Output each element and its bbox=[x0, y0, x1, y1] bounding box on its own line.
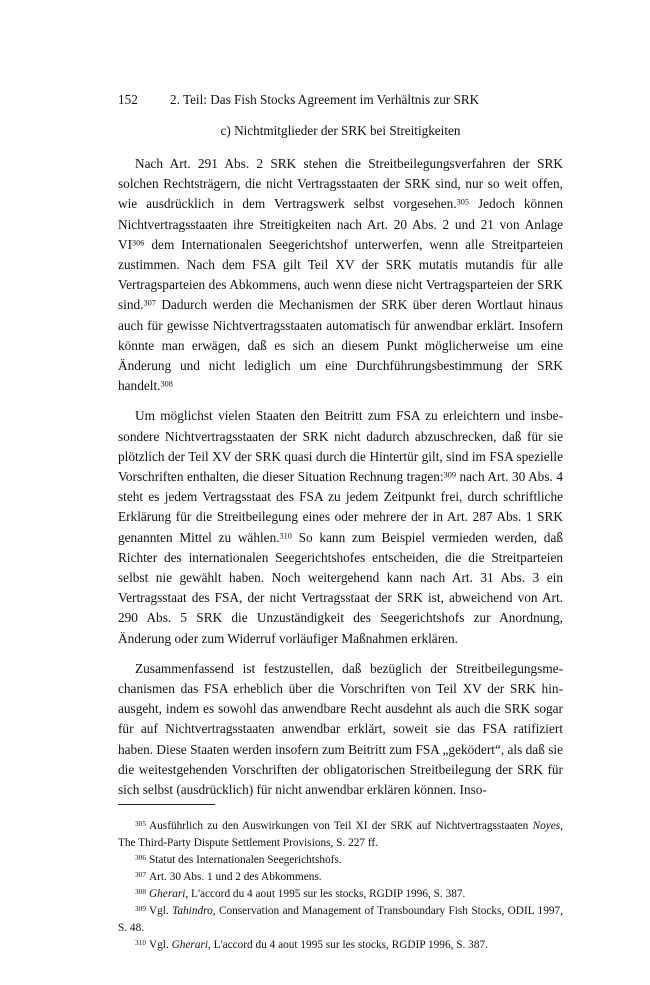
text-run: Um möglichst vielen Staaten den Beitritt zum FSA zu erleichtern und insbesondere Nichtvertragsstaaten der SRK nicht dadurch abzuschrecken, daß für sie plötzlich der Teil XV der SRK quasi durch die Hintertür gilt, sind im FSA spezielle Vorschriften enthalten, die dieser Situation Rechnung tragen: bbox=[118, 408, 563, 485]
text-run: Zusammenfassend ist festzustellen, daß bezüglich der Streitbeilegungsmechanismen das FSA erheblich über die Vorschriften von Teil XV der SRK hinausgeht, indem es sowohl das anwendbare Recht ausdehnt als auch die SRK sogar für auf Nichtvertragsstaaten anwendbar erklärt, soweit sie das FSA ratifiziert haben. Diese Staaten werden insofern zum Beitritt zum FSA „geködert“, als daß sie die weitestgehenden Vorschriften der obligatorischen Streitbeilegung der SRK für sich selbst (ausdrücklich) für nicht anwendbar erklären können. Inso- bbox=[118, 660, 563, 798]
running-title: 2. Teil: Das Fish Stocks Agreement im Verhältnis zur SRK bbox=[170, 92, 480, 107]
footnote bbox=[118, 886, 563, 903]
text-run: nach Art. 30 Abs. 4 steht es jedem Vertragsstaat des FSA zu jedem Zeitpunkt frei, durch schriftliche Erklärung für die Streitbeilegung eines oder mehrere der in Art. 287 Abs. 1 SRK genannten Mittel zu wählen. bbox=[118, 469, 563, 545]
footnote-author: Tahindro bbox=[172, 905, 213, 917]
footnote-text: , Conservation and Management of Transboundary Fish Stocks, ODIL 1997, S. 48. bbox=[118, 905, 563, 934]
section-title: c) Nichtmitglieder der SRK bei Streitigkeiten bbox=[220, 123, 461, 138]
text-run: Jedoch können Nichtvertragsstaaten ihre Streitigkeiten nach Art. 20 Abs. 2 und 21 von Anlage VI bbox=[118, 196, 564, 252]
paragraph-2 bbox=[118, 406, 563, 648]
footnote-ref: 307 bbox=[143, 298, 156, 308]
footnote-number: 310 bbox=[135, 937, 146, 947]
footnote bbox=[118, 869, 563, 886]
footnote-text: Vgl. bbox=[149, 905, 173, 917]
footnotes bbox=[118, 818, 563, 954]
footnote-text: Ausführlich zu den Auswirkungen von Teil XI der SRK auf Nichtvertragsstaaten bbox=[149, 820, 533, 832]
paragraph-3 bbox=[118, 659, 563, 800]
footnote-number: 306 bbox=[135, 852, 146, 862]
footnote-text: Statut des Internationalen Seegerichtshofs. bbox=[149, 854, 342, 866]
footnote-number: 309 bbox=[135, 903, 146, 913]
footnote-separator bbox=[118, 804, 215, 805]
body-text bbox=[118, 154, 563, 810]
footnote-text: , L'accord du 4 aout 1995 sur les stocks, RGDIP 1996, S. 387. bbox=[185, 888, 466, 900]
footnote-text: Art. 30 Abs. 1 und 2 des Abkommens. bbox=[149, 871, 322, 883]
footnote bbox=[118, 852, 563, 869]
footnote-ref: 309 bbox=[443, 470, 456, 480]
footnote-author: Noyes bbox=[532, 820, 561, 832]
text-run: Nach Art. 291 Abs. 2 SRK stehen die Streitbeilegungsverfahren der SRK solchen Rechtsträgern, die nicht Vertragsstaaten der SRK sind, nur so weit offen, wie ausdrücklich in dem Vertragswerk selbst vorgesehen. bbox=[118, 156, 563, 212]
footnote-text: , The Third-Party Dispute Settlement Provisions, S. 227 ff. bbox=[118, 820, 563, 849]
footnote-ref: 306 bbox=[132, 238, 145, 248]
footnote-number: 305 bbox=[135, 818, 146, 828]
text-run: Dadurch werden die Mechanismen der SRK über deren Wortlaut hinaus auch für gewisse Nichtvertragsstaaten automatisch für anwendbar erklärt. Insofern könnte man erwägen, daß es sich an diesem Punkt möglicherweise um eine Änderung und nicht lediglich um eine Durchführungsbestimmung der SRK handelt. bbox=[118, 297, 563, 394]
footnote bbox=[118, 818, 563, 852]
footnote-number: 308 bbox=[135, 886, 146, 896]
footnote bbox=[118, 937, 563, 954]
footnote-ref: 308 bbox=[160, 379, 173, 389]
footnote-author: Gherari bbox=[171, 939, 209, 951]
footnote-text: Vgl. bbox=[149, 939, 172, 951]
footnote-ref: 305 bbox=[456, 197, 470, 207]
paragraph-1 bbox=[118, 154, 563, 396]
footnote-author: Gherari bbox=[149, 888, 186, 900]
footnote-text: , L'accord du 4 aout 1995 sur les stocks, RGDIP 1996, S. 387. bbox=[208, 939, 488, 951]
text-run: dem Internationalen Seegerichtshof unterwerfen, wenn alle Streitparteien zustimmen. Nach dem FSA gilt Teil XV der SRK mutatis mutandis für alle Vertragsparteien des Abkommens, auch wenn diese nicht Vertragsparteien der SRK sind. bbox=[118, 236, 563, 313]
footnote-ref: 310 bbox=[279, 530, 292, 540]
page-number: 152 bbox=[118, 92, 138, 107]
footnote bbox=[118, 903, 563, 937]
text-run: So kann zum Beispiel vermieden werden, daß Richter des internationalen Seegerichtshofes entscheiden, die die Streitparteien selbst nie gewählt haben. Noch weitergehend kann nach Art. 31 Abs. 3 ein Vertragsstaat des FSA, der nicht Vertragsstaat der SRK ist, abweichend von Art. 290 Abs. 5 SRK die Unzuständigkeit des Seegerichtshofs zur Anordnung, Änderung oder zum Widerruf vorläufiger Maßnahmen erklären. bbox=[118, 529, 563, 646]
footnote-number: 307 bbox=[135, 869, 146, 879]
